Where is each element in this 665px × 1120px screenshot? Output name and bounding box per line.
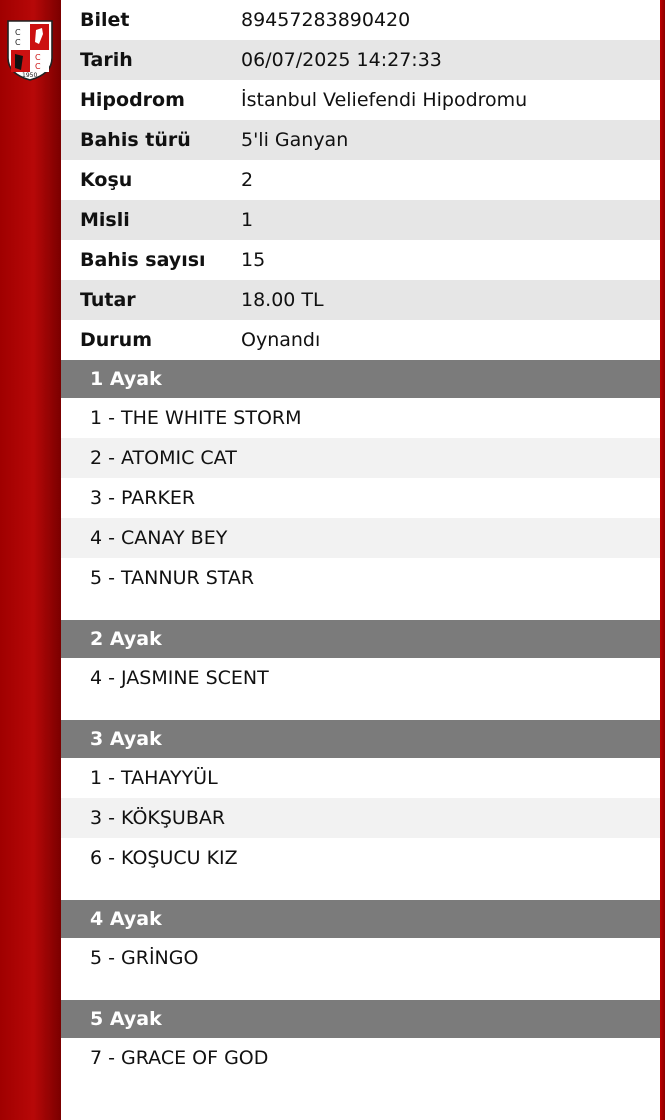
info-value: İstanbul Veliefendi Hipodromu xyxy=(241,89,528,111)
info-label: Bahis türü xyxy=(80,129,191,151)
info-label: Durum xyxy=(80,329,152,351)
info-label: Tutar xyxy=(80,289,136,311)
horse-selection: 6 - KOŞUCU KIZ xyxy=(90,847,238,869)
leg-header: 2 Ayak xyxy=(61,620,660,658)
club-logo[interactable] xyxy=(5,18,55,82)
sidebar xyxy=(0,0,61,1120)
ticket-info-row xyxy=(61,0,660,40)
info-value: 5'li Ganyan xyxy=(241,129,349,151)
horse-selection: 3 - PARKER xyxy=(90,487,196,509)
svg-text:C: C xyxy=(15,28,21,37)
horse-selection: 2 - ATOMIC CAT xyxy=(61,438,660,478)
ticket-info-row xyxy=(61,280,660,320)
leg-header: 1 Ayak xyxy=(61,360,660,398)
ticket-info-row xyxy=(61,320,660,360)
info-value: 18.00 TL xyxy=(241,289,324,311)
info-value: 15 xyxy=(241,249,266,271)
info-label: Tarih xyxy=(80,49,133,71)
svg-text:C: C xyxy=(15,38,21,47)
horse-selection: 1 - THE WHITE STORM xyxy=(90,407,302,429)
ticket-info-row xyxy=(61,200,660,240)
info-value: 2 xyxy=(241,169,254,191)
horse-selection: 4 - CANAY BEY xyxy=(61,518,660,558)
info-value: Oynandı xyxy=(241,329,321,351)
info-value: 1 xyxy=(241,209,254,231)
horse-selection: 7 - GRACE OF GOD xyxy=(90,1047,269,1069)
horse-selection: 5 - TANNUR STAR xyxy=(90,567,255,589)
horse-selection: 3 - KÖKŞUBAR xyxy=(61,798,660,838)
leg-header: 5 Ayak xyxy=(61,1000,660,1038)
svg-text:C: C xyxy=(35,53,41,62)
info-value: 06/07/2025 14:27:33 xyxy=(241,49,442,71)
info-label: Misli xyxy=(80,209,130,231)
legs-list xyxy=(61,360,660,1100)
ticket-info-row xyxy=(61,40,660,80)
leg-header: 4 Ayak xyxy=(61,900,660,938)
info-label: Bahis sayısı xyxy=(80,249,206,271)
info-label: Bilet xyxy=(80,9,130,31)
ticket-info-row xyxy=(61,120,660,160)
svg-text:C: C xyxy=(35,62,41,71)
horse-selection: 4 - JASMINE SCENT xyxy=(90,667,269,689)
ticket-info-row xyxy=(61,240,660,280)
leg-spacer xyxy=(61,978,660,1000)
horse-selection: 1 - TAHAYYÜL xyxy=(90,767,218,789)
ticket-detail xyxy=(61,0,660,1120)
leg-spacer xyxy=(61,1078,660,1100)
logo-year: 1950 xyxy=(22,72,38,79)
leg-spacer xyxy=(61,878,660,900)
horse-selection: 5 - GRİNGO xyxy=(90,947,199,969)
info-value: 89457283890420 xyxy=(241,9,411,31)
leg-header: 3 Ayak xyxy=(61,720,660,758)
leg-spacer xyxy=(61,598,660,620)
right-border xyxy=(660,0,665,1120)
info-label: Hipodrom xyxy=(80,89,185,111)
leg-spacer xyxy=(61,698,660,720)
ticket-info-row xyxy=(61,160,660,200)
ticket-info-table xyxy=(61,0,660,360)
info-label: Koşu xyxy=(80,169,133,191)
ticket-info-row xyxy=(61,80,660,120)
